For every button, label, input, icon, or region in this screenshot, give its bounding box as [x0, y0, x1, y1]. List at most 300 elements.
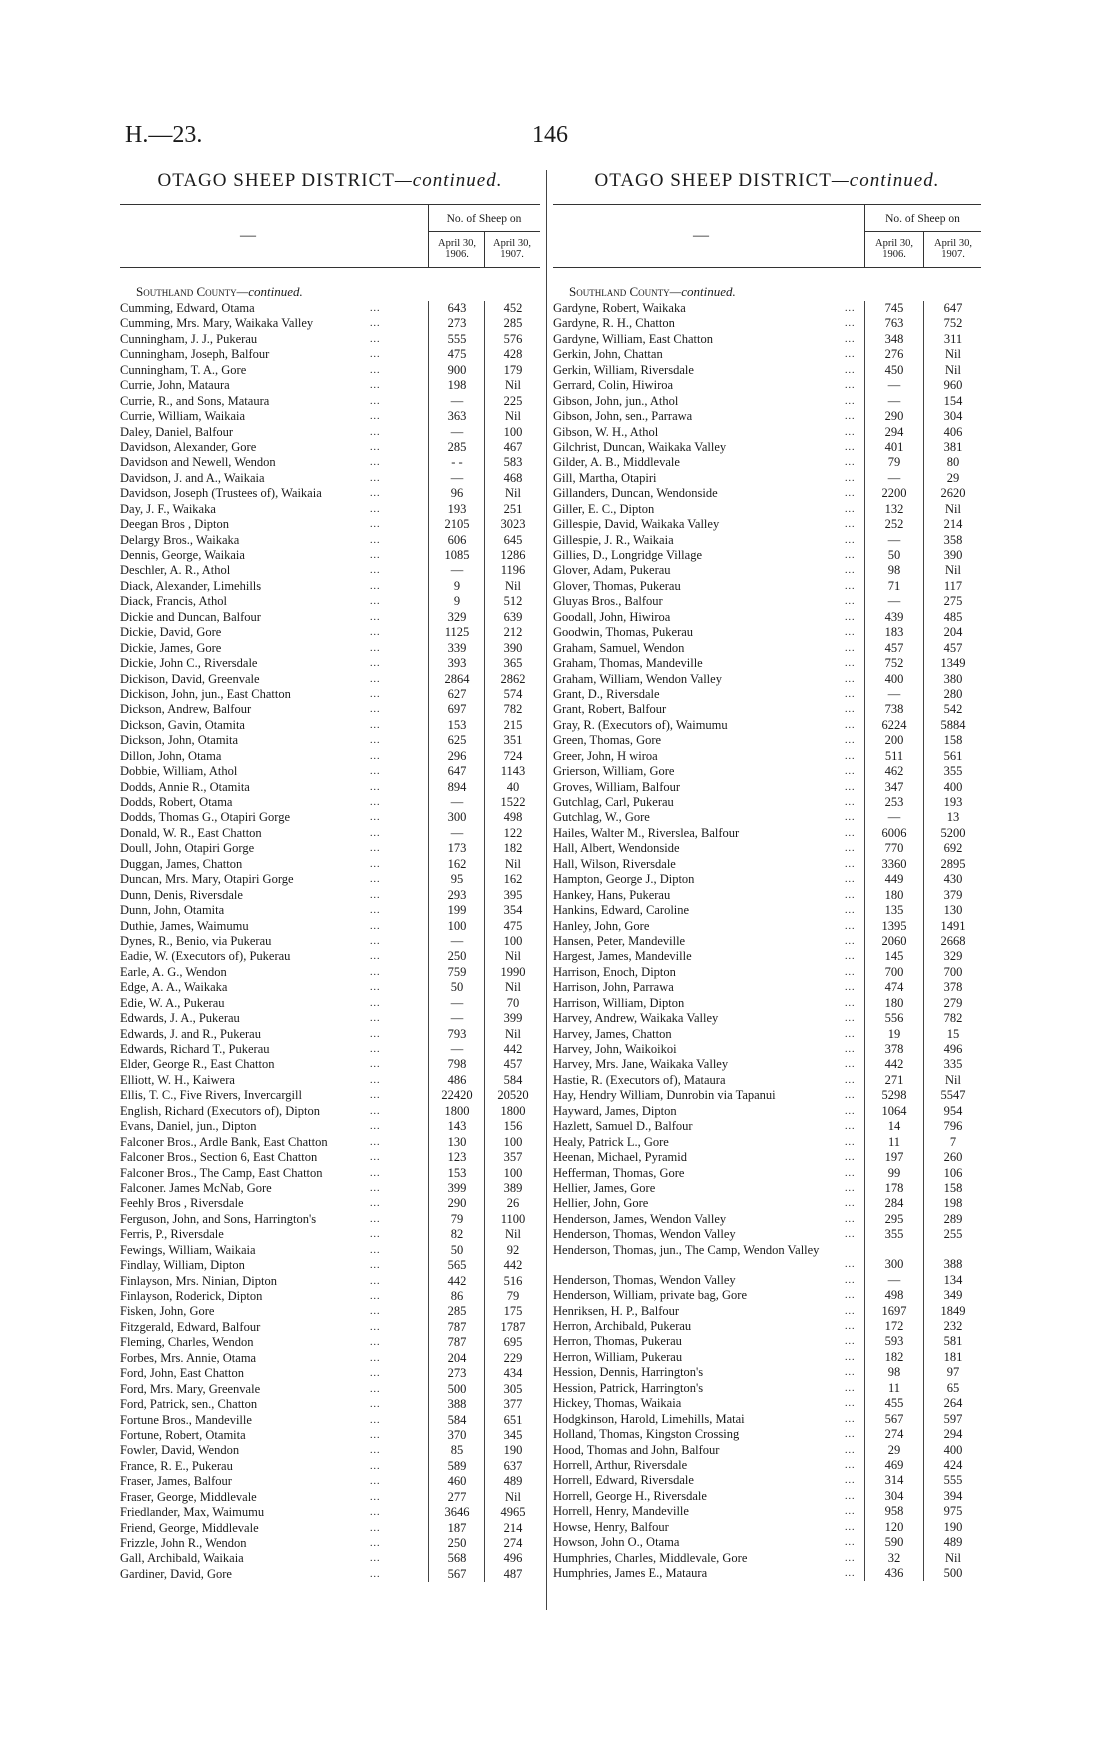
- holder-name: France, R. E., Pukerau: [120, 1458, 233, 1473]
- leader-dots: ...: [845, 1198, 856, 1210]
- sheep-1906: 763: [884, 316, 904, 331]
- holder-name: Gillies, D., Longridge Village: [553, 548, 702, 562]
- leader-dots: ...: [370, 1198, 381, 1210]
- section-heading-text: Southland County: [569, 284, 670, 299]
- sheep-1907: 100: [503, 1165, 523, 1180]
- sheep-1907: 181: [943, 1349, 963, 1364]
- table-row: [120, 1088, 540, 1103]
- holder-name: Evans, Daniel, jun., Dipton: [120, 1119, 257, 1134]
- sheep-1906: 253: [884, 795, 904, 809]
- leader-dots: ...: [370, 1229, 381, 1241]
- leader-dots: ...: [845, 1044, 856, 1055]
- leader-dots: ...: [370, 1059, 381, 1071]
- sheep-1906: 135: [884, 903, 904, 918]
- sheep-1906: 625: [447, 733, 467, 748]
- sheep-1907: 581: [943, 1334, 963, 1349]
- leader-dots: ...: [370, 1244, 381, 1256]
- sheep-1907: 487: [503, 1566, 523, 1581]
- section-heading-continued: —continued.: [236, 284, 303, 299]
- holder-name: Holland, Thomas, Kingston Crossing: [553, 1427, 740, 1442]
- sheep-1907: 639: [503, 609, 523, 624]
- holder-name: Donald, W. R., East Chatton: [120, 825, 262, 840]
- holder-name: Hession, Dennis, Harrington's: [553, 1365, 704, 1380]
- table-row: [120, 548, 540, 563]
- holder-name: Diack, Francis, Athol: [120, 594, 227, 609]
- holder-name: Hastie, R. (Executors of), Mataura: [553, 1072, 726, 1087]
- table-row: [553, 455, 981, 470]
- table-row: [553, 533, 981, 548]
- sheep-1907: 752: [943, 316, 963, 331]
- table-row: [120, 1104, 540, 1119]
- table-row: [120, 1027, 540, 1042]
- table-row: [553, 502, 981, 517]
- sheep-1907: 154: [943, 393, 963, 408]
- value-column-rule: [864, 301, 865, 1581]
- table-row: [120, 718, 540, 733]
- sheep-1906: 100: [447, 918, 467, 933]
- holder-name: Ellis, T. C., Five Rivers, Invercargill: [120, 1088, 302, 1103]
- table-row: [120, 1011, 540, 1026]
- table-row: [553, 980, 981, 995]
- table-row: [553, 1057, 981, 1072]
- sheep-1906: —: [450, 424, 464, 439]
- table-row: [553, 517, 981, 532]
- leader-dots: ...: [845, 843, 856, 855]
- sheep-1907: 190: [943, 1519, 963, 1534]
- table-row: [120, 1119, 540, 1134]
- sheep-1907: 379: [943, 887, 963, 902]
- table-row: [120, 1243, 540, 1258]
- leader-dots: ...: [370, 1383, 381, 1395]
- sheep-1907: 2895: [940, 856, 966, 871]
- holder-name: Hickey, Thomas, Waikaia: [553, 1396, 682, 1411]
- sheep-1907: 434: [503, 1366, 523, 1381]
- leader-dots: ...: [845, 1182, 856, 1194]
- sheep-1907: 457: [943, 640, 963, 655]
- holder-name: Earle, A. G., Wendon: [120, 964, 227, 979]
- leader-dots: ...: [370, 1476, 381, 1488]
- table-row: [120, 625, 540, 640]
- holder-name: Herron, Archibald, Pukerau: [553, 1319, 692, 1333]
- leader-dots: ...: [370, 658, 381, 670]
- sheep-1906: —: [450, 1042, 464, 1056]
- table-row: [120, 872, 540, 887]
- table-row: [120, 919, 540, 934]
- holder-name: Healy, Patrick L., Gore: [553, 1134, 669, 1149]
- table-row: [553, 1458, 981, 1473]
- holder-name: Edwards, Richard T., Pukerau: [120, 1042, 270, 1056]
- sheep-1906: 296: [447, 748, 467, 763]
- table-row: [120, 934, 540, 949]
- holder-name: Diack, Alexander, Limehills: [120, 578, 262, 593]
- value-column-rule: [428, 301, 429, 1582]
- sheep-1907: 1196: [500, 563, 526, 578]
- sheep-1906: 469: [884, 1457, 904, 1472]
- sheep-1907: Nil: [945, 501, 961, 516]
- sheep-1906: 273: [447, 1366, 467, 1381]
- holder-name: Grant, Robert, Balfour: [553, 702, 667, 717]
- holder-name: Ford, John, East Chatton: [120, 1366, 244, 1381]
- table-row: [120, 733, 540, 748]
- leader-dots: ...: [370, 1538, 381, 1549]
- sheep-1907: 695: [503, 1335, 523, 1350]
- holder-name: Duggan, James, Chatton: [120, 856, 243, 871]
- sheep-1906: 460: [447, 1474, 467, 1489]
- table-row: [553, 1396, 981, 1411]
- leader-dots: ...: [845, 488, 856, 500]
- leader-dots: ...: [370, 627, 381, 639]
- sheep-1907: 378: [943, 980, 963, 995]
- sheep-1907: 576: [503, 331, 523, 346]
- header-no-of-sheep: No. of Sheep on: [885, 213, 960, 225]
- sheep-1906: 120: [884, 1519, 904, 1534]
- holder-name: Davidson, Alexander, Gore: [120, 439, 257, 454]
- holder-name: Fisken, John, Gore: [120, 1304, 215, 1319]
- leader-dots: ...: [370, 364, 381, 376]
- sheep-1907: 954: [943, 1103, 963, 1118]
- holder-name: Friend, George, Middlevale: [120, 1520, 259, 1535]
- leader-dots: ...: [845, 1429, 856, 1441]
- section-heading: [120, 284, 540, 300]
- leader-dots: ...: [845, 735, 856, 747]
- sheep-1907: Nil: [505, 856, 521, 871]
- holder-name: Glover, Adam, Pukerau: [553, 563, 671, 578]
- table-row: [553, 1181, 981, 1196]
- leader-dots: ...: [370, 349, 381, 361]
- table-row: [120, 409, 540, 424]
- leader-dots: ...: [370, 550, 381, 561]
- sheep-1907: 651: [503, 1412, 523, 1427]
- holder-name: Dodds, Thomas G., Otapiri Gorge: [120, 810, 291, 825]
- leader-dots: ...: [370, 1105, 381, 1117]
- sheep-1907: 215: [503, 717, 523, 732]
- table-row: [120, 949, 540, 964]
- table-row: [120, 1289, 540, 1304]
- leader-dots: ...: [370, 1260, 381, 1272]
- leader-dots: ...: [845, 935, 856, 947]
- sheep-1906: 593: [884, 1334, 904, 1349]
- sheep-1906: 293: [447, 887, 467, 902]
- section-heading: [553, 284, 981, 300]
- table-row: [553, 733, 981, 748]
- sheep-1906: 442: [884, 1057, 904, 1072]
- sheep-1906: 555: [447, 331, 467, 346]
- leader-dots: ...: [370, 982, 381, 994]
- sheep-1906: 130: [447, 1134, 467, 1149]
- holder-name: Dickie and Duncan, Balfour: [120, 609, 261, 624]
- holder-name: Findlay, William, Dipton: [120, 1258, 245, 1273]
- sheep-1907: 260: [943, 1150, 963, 1165]
- table-row: [553, 1150, 981, 1165]
- leader-dots: ...: [370, 1553, 381, 1565]
- table-row: [553, 1135, 981, 1150]
- holder-name: Harvey, John, Waikoikoi: [553, 1042, 677, 1056]
- table-row: [120, 1551, 540, 1566]
- table-row: [553, 1027, 981, 1042]
- sheep-1907: 100: [503, 424, 523, 439]
- sheep-1906: 271: [884, 1072, 904, 1087]
- leader-dots: ...: [845, 827, 856, 839]
- sheep-1907: 430: [943, 872, 963, 887]
- holder-name: Dobbie, William, Athol: [120, 764, 238, 779]
- leader-dots: ...: [370, 858, 381, 870]
- sheep-1907: Nil: [945, 347, 961, 362]
- sheep-1907: 214: [503, 1520, 523, 1535]
- sheep-1906: 388: [447, 1397, 467, 1412]
- holder-name: Herron, Thomas, Pukerau: [553, 1334, 682, 1349]
- leader-dots: ...: [845, 1444, 856, 1456]
- holder-name: Graham, William, Wendon Valley: [553, 671, 722, 686]
- sheep-1906: 285: [447, 1304, 467, 1319]
- leader-dots: ...: [845, 1506, 856, 1518]
- holder-name: Finlayson, Mrs. Ninian, Dipton: [120, 1273, 277, 1288]
- sheep-1907: 15: [946, 1026, 960, 1041]
- sheep-1907: 4965: [500, 1505, 526, 1520]
- sheep-1907: 395: [503, 887, 523, 902]
- holder-name: Currie, John, Mataura: [120, 378, 230, 393]
- leader-dots: ...: [845, 766, 856, 778]
- sheep-1907: 26: [506, 1196, 520, 1211]
- sheep-1906: 143: [447, 1119, 467, 1134]
- leader-dots: ...: [845, 797, 856, 808]
- leader-dots: ...: [845, 472, 856, 484]
- holder-name: Gutchlag, W., Gore: [553, 810, 650, 825]
- sheep-1907: 457: [503, 1057, 523, 1072]
- holder-name: Hall, Wilson, Riversdale: [553, 856, 676, 871]
- sheep-1906: 347: [884, 779, 904, 794]
- sheep-1906: 498: [884, 1288, 904, 1303]
- leader-dots: ...: [370, 704, 381, 716]
- leader-dots: ...: [845, 1459, 856, 1471]
- leader-dots: ...: [845, 426, 856, 438]
- leader-dots: ...: [370, 827, 381, 839]
- leader-dots: ...: [845, 673, 856, 685]
- holder-name: Grierson, William, Gore: [553, 764, 675, 779]
- holder-name: Edge, A. A., Waikaka: [120, 980, 228, 995]
- header-no-of-sheep: No. of Sheep on: [446, 213, 522, 225]
- holder-name: Horrell, George H., Riversdale: [553, 1488, 707, 1503]
- sheep-1907: 100: [503, 933, 523, 948]
- holder-name: Hargest, James, Mandeville: [553, 949, 692, 964]
- holder-name: Deegan Bros , Dipton: [120, 517, 230, 532]
- holder-name: Dunn, John, Otamita: [120, 903, 225, 918]
- leader-dots: ...: [845, 457, 856, 469]
- table-row: [553, 363, 981, 378]
- table-row: [120, 826, 540, 841]
- sheep-1907: Nil: [945, 1072, 961, 1087]
- sheep-1907: 516: [503, 1273, 523, 1288]
- holder-name: Hailes, Walter M., Riverslea, Balfour: [553, 825, 740, 840]
- leader-dots: ...: [370, 997, 381, 1009]
- table-row: [553, 1551, 981, 1566]
- leader-dots: ...: [370, 797, 381, 808]
- leader-dots: ...: [370, 488, 381, 500]
- table-row: [120, 533, 540, 548]
- table-row: [120, 780, 540, 795]
- table-row: [120, 1212, 540, 1227]
- holder-name: Gerkin, John, Chattan: [553, 347, 663, 362]
- leader-dots: ...: [845, 889, 856, 901]
- leader-dots: ...: [370, 1522, 381, 1534]
- sheep-1907: 289: [943, 1211, 963, 1226]
- leader-dots: ...: [370, 642, 381, 654]
- sheep-1906: 9: [453, 578, 461, 593]
- holder-name: Dodds, Annie R., Otamita: [120, 779, 250, 794]
- holder-name: Duthie, James, Waimumu: [120, 918, 249, 933]
- sheep-1907: 251: [503, 501, 523, 516]
- sheep-1906: 11: [887, 1134, 901, 1149]
- sheep-1907: 80: [946, 455, 960, 470]
- table-row: [120, 1382, 540, 1397]
- table-row: [553, 1381, 981, 1396]
- sheep-1906: 162: [447, 856, 467, 871]
- sheep-1906: 647: [447, 764, 467, 779]
- table-row: [120, 1459, 540, 1474]
- holder-name: Hood, Thomas and John, Balfour: [553, 1442, 720, 1457]
- sheep-1906: 98: [887, 563, 901, 578]
- sheep-1906: 314: [884, 1473, 904, 1488]
- leader-dots: ...: [370, 1121, 381, 1133]
- table-row: [553, 548, 981, 563]
- holder-name: Gibson, W. H., Athol: [553, 424, 659, 439]
- leader-dots: ...: [845, 441, 856, 453]
- sheep-1906: 787: [447, 1319, 467, 1334]
- holder-name: Dennis, George, Waikaia: [120, 548, 245, 562]
- sheep-1907: 424: [943, 1457, 963, 1472]
- sheep-1906: 32: [887, 1550, 901, 1565]
- holder-name: Dynes, R., Benio, via Pukerau: [120, 933, 272, 948]
- sheep-1906: 2864: [444, 671, 470, 686]
- leader-dots: ...: [370, 596, 381, 608]
- sheep-1907: 182: [503, 841, 523, 856]
- sheep-1907: 232: [943, 1319, 963, 1333]
- sheep-1907: 13: [946, 810, 960, 825]
- holder-name: Hanley, John, Gore: [553, 918, 650, 933]
- holder-name: Falconer Bros., Section 6, East Chatton: [120, 1150, 318, 1165]
- sheep-1907: 305: [503, 1381, 523, 1396]
- sheep-1907: 782: [503, 702, 523, 717]
- leader-dots: ...: [370, 472, 381, 484]
- sheep-1906: 290: [447, 1196, 467, 1211]
- leader-dots: ...: [845, 688, 856, 700]
- leader-dots: ...: [845, 318, 856, 330]
- sheep-1906: 565: [447, 1258, 467, 1273]
- sheep-1907: 5200: [940, 825, 966, 840]
- sheep-1906: 348: [884, 331, 904, 346]
- holder-name: Henderson, Thomas, Wendon Valley: [553, 1272, 736, 1287]
- leader-dots: ...: [845, 1521, 856, 1533]
- sheep-1906: 1125: [444, 625, 470, 640]
- leader-dots: ...: [845, 364, 856, 376]
- sheep-1906: 99: [887, 1165, 901, 1180]
- holder-name: Cunningham, J. J., Pukerau: [120, 331, 258, 346]
- table-row: [120, 440, 540, 455]
- leader-dots: ...: [845, 781, 856, 793]
- holder-name: Falconer. James McNab, Gore: [120, 1180, 272, 1195]
- holder-name: Harrison, John, Parrawa: [553, 980, 674, 995]
- table-row: [553, 810, 981, 825]
- sheep-1907: 280: [943, 686, 963, 701]
- leader-dots: ...: [845, 1382, 856, 1394]
- sheep-1907: 335: [943, 1057, 963, 1072]
- sheep-1907: Nil: [505, 1026, 521, 1041]
- table-row: [553, 1504, 981, 1519]
- leader-dots: ...: [370, 1306, 381, 1318]
- sheep-1906: 3646: [444, 1505, 470, 1520]
- leader-dots: ...: [370, 781, 381, 793]
- leader-dots: ...: [370, 935, 381, 947]
- leader-dots: ...: [845, 704, 856, 716]
- sheep-1907: 225: [503, 393, 523, 408]
- header-year-1906: April 30, 1906.: [875, 238, 913, 260]
- sheep-1906: —: [450, 933, 464, 948]
- sheep-1906: 700: [884, 964, 904, 979]
- table-row: [553, 1427, 981, 1442]
- sheep-1907: 29: [946, 470, 960, 485]
- holder-name: Hampton, George J., Dipton: [553, 872, 695, 887]
- leader-dots: ...: [370, 1568, 381, 1580]
- leader-dots: ...: [370, 966, 381, 978]
- leader-dots: ...: [845, 905, 856, 917]
- table-row: [120, 702, 540, 717]
- leader-dots: ...: [845, 1105, 856, 1117]
- sheep-1907: 400: [943, 779, 963, 794]
- table-row: [120, 394, 540, 409]
- sheep-1907: 583: [503, 455, 523, 470]
- table-row: [553, 1011, 981, 1026]
- holder-name: Hay, Hendry William, Dunrobin via Tapanui: [553, 1088, 776, 1103]
- sheep-1907: Nil: [505, 409, 521, 424]
- leader-dots: ...: [370, 519, 381, 531]
- table-row: [553, 1334, 981, 1349]
- holder-name: Edie, W. A., Pukerau: [120, 995, 225, 1010]
- sheep-1906: 183: [884, 625, 904, 640]
- sheep-1906: 98: [887, 1365, 901, 1380]
- sheep-1907: 561: [943, 748, 963, 763]
- holder-name: Hayward, James, Dipton: [553, 1103, 677, 1118]
- leader-dots: ...: [370, 1429, 381, 1441]
- leader-dots: ...: [370, 1152, 381, 1164]
- sheep-1906: 132: [884, 501, 904, 516]
- sheep-1906: 71: [887, 578, 901, 593]
- table-row: [120, 749, 540, 764]
- table-row: [553, 579, 981, 594]
- table-row: [553, 1073, 981, 1088]
- sheep-1906: 500: [447, 1381, 467, 1396]
- leader-dots: ...: [845, 658, 856, 670]
- left-column-title: [120, 170, 540, 192]
- leader-dots: ...: [845, 1398, 856, 1410]
- holder-name: Henderson, Thomas, jun., The Camp, Wendon Valley: [553, 1242, 820, 1257]
- table-row: [553, 1196, 981, 1211]
- value-column-rule: [484, 301, 485, 1582]
- holder-name: Groves, William, Balfour: [553, 779, 681, 794]
- table-row: [553, 625, 981, 640]
- sheep-1906: 95: [450, 872, 464, 887]
- sheep-1907: 65: [946, 1380, 960, 1395]
- holder-name: Harvey, James, Chatton: [553, 1026, 672, 1041]
- table-row: [553, 949, 981, 964]
- sheep-1906: —: [450, 825, 464, 840]
- table-row: [120, 1181, 540, 1196]
- holder-name: Gilder, A. B., Middlevale: [553, 455, 680, 470]
- sheep-1906: 300: [447, 810, 467, 825]
- table-row: [120, 1073, 540, 1088]
- leader-dots: ...: [845, 333, 856, 345]
- table-row: [553, 1119, 981, 1134]
- left-table-header: [120, 204, 540, 268]
- sheep-1906: 442: [447, 1273, 467, 1288]
